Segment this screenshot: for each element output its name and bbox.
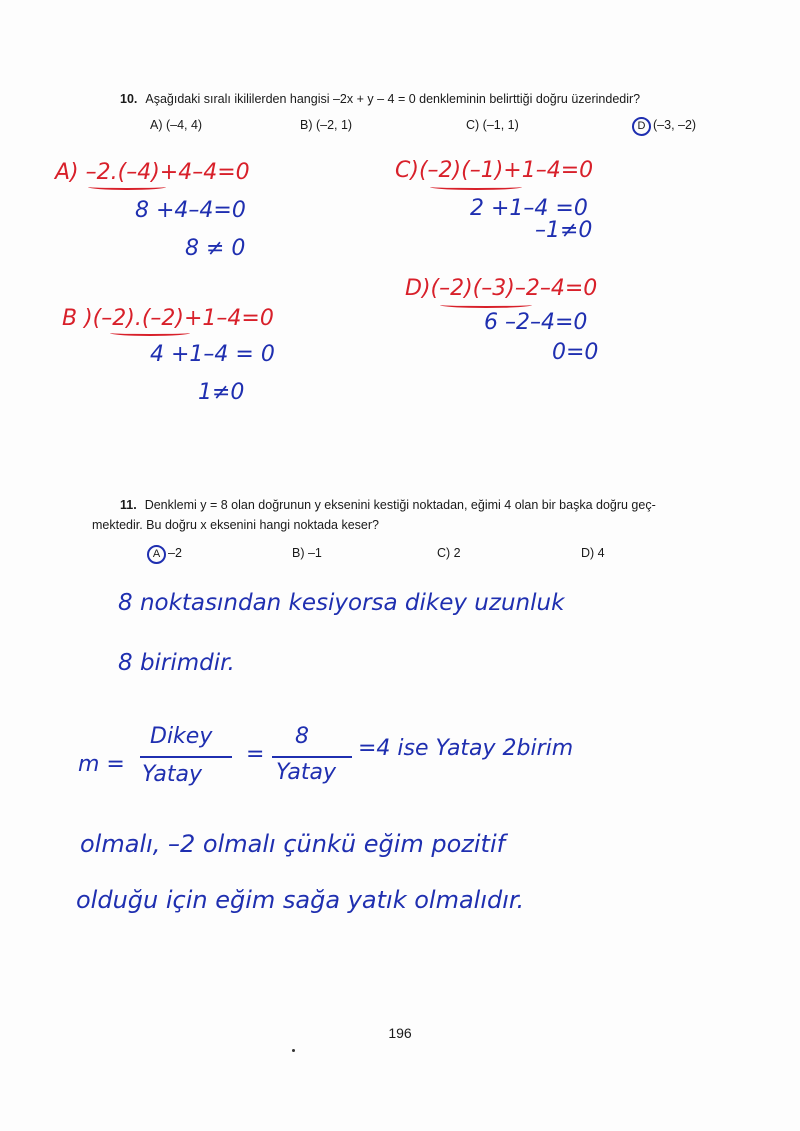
q11-work-equals: = [246, 742, 265, 767]
q11-work-frac2-num: 8 [295, 724, 309, 749]
page-dot [292, 1049, 295, 1052]
question-11-line2: mektedir. Bu doğru x eksenini hangi noktada keser? [92, 518, 379, 532]
q11-work-frac1-num: Dikey [150, 724, 213, 749]
q11-work-line5: olduğu için eğim sağa yatık olmalıdır. [76, 886, 525, 914]
q10-work-d-underline [440, 302, 532, 308]
q10-work-a-line3: 8 ≠ 0 [185, 236, 246, 261]
question-11-line1: Denklemi y = 8 olan doğrunun y eksenini kestiği noktadan, eğimi 4 olan bir başka doğru geç- [144, 498, 656, 512]
q11-work-frac2-den: Yatay [276, 760, 337, 785]
q10-work-a-line1: A) –2.(–4)+4–4=0 [55, 160, 250, 185]
q11-work-frac1-den: Yatay [142, 762, 203, 787]
q10-work-c-line3: –1≠0 [535, 218, 593, 243]
q10-work-b-line1: B )(–2).(–2)+1–4=0 [62, 306, 274, 331]
q11-work-frac2-line [272, 756, 352, 758]
q11-work-frac1-line [140, 756, 232, 758]
q10-work-c-line2: 2 +1–4 =0 [470, 196, 588, 221]
q10-work-d-line1: D)(–2)(–3)–2–4=0 [405, 276, 598, 301]
question-10-number: 10. [120, 92, 138, 106]
q10-work-c-line1: C)(–2)(–1)+1–4=0 [395, 158, 594, 183]
q10-option-d-text: (–3, –2) [653, 118, 697, 132]
q11-option-a-circle: A [147, 545, 166, 564]
q11-option-d: D) 4 [581, 546, 605, 560]
q10-option-d [632, 117, 696, 136]
page-number: 196 [388, 1025, 412, 1041]
q11-work-line2: 8 birimdir. [118, 650, 235, 676]
q10-option-c: C) (–1, 1) [466, 118, 519, 132]
question-10-text: Aşağıdaki sıralı ikililerden hangisi –2x + y – 4 = 0 denkleminin belirttiği doğru üzerindedir? [145, 92, 641, 106]
q10-work-c-underline [430, 184, 522, 190]
q10-work-b-line2: 4 +1–4 = 0 [150, 342, 275, 367]
q10-option-d-circle: D [632, 117, 651, 136]
q10-option-a: A) (–4, 4) [150, 118, 203, 132]
q11-work-line1: 8 noktasından kesiyorsa dikey uzunluk [118, 590, 565, 616]
question-10 [120, 90, 640, 108]
q11-option-a [147, 545, 182, 564]
q10-work-b-line3: 1≠0 [198, 380, 245, 405]
q11-work-line4: olmalı, –2 olmalı çünkü eğim pozitif [80, 830, 506, 858]
question-11 [120, 496, 656, 514]
q10-work-b-underline [110, 330, 190, 336]
q11-work-conclusion: =4 ise Yatay 2birim [358, 736, 574, 761]
q10-work-d-line3: 0=0 [552, 340, 599, 365]
q11-option-c: C) 2 [437, 546, 461, 560]
q11-option-b: B) –1 [292, 546, 322, 560]
q10-work-a-underline [88, 184, 166, 190]
q11-option-a-text: –2 [168, 546, 182, 560]
q11-work-slope-m: m = [78, 752, 125, 777]
question-11-number: 11. [120, 498, 137, 512]
q10-option-b: B) (–2, 1) [300, 118, 353, 132]
q10-work-a-line2: 8 +4–4=0 [135, 198, 246, 223]
q10-work-d-line2: 6 –2–4=0 [484, 310, 588, 335]
